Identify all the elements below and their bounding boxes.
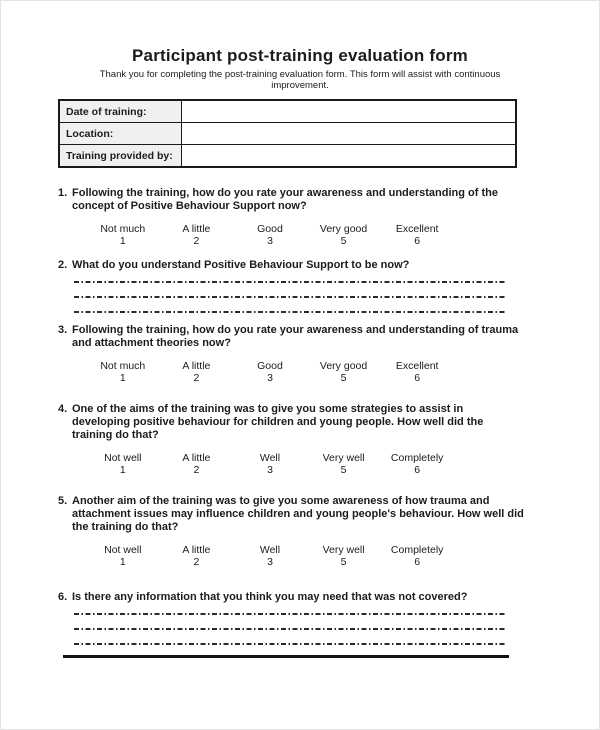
rating-value: 5 (340, 464, 347, 476)
question-2-answer-area[interactable] (74, 281, 506, 313)
rating-option-good[interactable] (233, 360, 307, 384)
training-provided-by-field[interactable] (182, 145, 517, 168)
question-4-rating-scale (86, 452, 454, 476)
rating-value: 6 (414, 235, 421, 247)
rating-label: Not much (100, 360, 146, 372)
rating-value: 2 (193, 372, 200, 384)
rating-option-a-little[interactable] (160, 223, 234, 247)
date-of-training-label: Date of training: (59, 100, 182, 123)
rating-value: 5 (340, 556, 347, 568)
rating-option-very-good[interactable] (307, 360, 381, 384)
question-3-number: 3. (58, 324, 68, 336)
question-3-rating-scale (86, 360, 454, 384)
rating-value: 6 (414, 464, 421, 476)
question-1-rating-scale (86, 223, 454, 247)
question-2 (58, 259, 599, 313)
question-5 (58, 495, 599, 568)
rating-option-a-little[interactable] (160, 544, 234, 568)
question-6 (58, 591, 599, 645)
question-1-text: Following the training, how do you rate your awareness and understanding of the concept of Positive Behaviour Support now? (72, 187, 498, 212)
rating-option-completely[interactable] (380, 544, 454, 568)
rating-label: A little (182, 223, 211, 235)
date-of-training-field[interactable] (182, 100, 517, 123)
answer-line[interactable] (74, 643, 506, 645)
training-info-table (58, 99, 517, 168)
question-5-number: 5. (58, 495, 68, 507)
info-row-provider (59, 145, 516, 168)
rating-option-completely[interactable] (380, 452, 454, 476)
rating-value: 5 (340, 235, 347, 247)
rating-value: 3 (267, 464, 273, 476)
rating-label: A little (182, 452, 211, 464)
rating-option-not-well[interactable] (86, 544, 160, 568)
rating-label: Good (257, 360, 283, 372)
rating-label: Not well (104, 544, 142, 556)
rating-option-a-little[interactable] (160, 360, 234, 384)
training-provided-by-label: Training provided by: (59, 145, 182, 168)
question-5-rating-scale (86, 544, 454, 568)
rating-option-excellent[interactable] (380, 223, 454, 247)
rating-label: Very good (319, 360, 368, 372)
question-2-number: 2. (58, 259, 68, 271)
rating-label: Excellent (395, 223, 439, 235)
question-3 (58, 324, 599, 384)
rating-option-not-much[interactable] (86, 223, 160, 247)
rating-label: Very good (319, 223, 368, 235)
rating-label: Very well (322, 452, 365, 464)
question-4-text: One of the aims of the training was to give you some strategies to assist in developing positive behaviour for children and young people. How well did the training do that? (72, 403, 484, 441)
rating-label: A little (182, 360, 211, 372)
question-3-text: Following the training, how do you rate your awareness and understanding of trauma and attachment theories now? (72, 324, 519, 349)
question-6-text: Is there any information that you think you may need that was not covered? (72, 591, 468, 603)
location-label: Location: (59, 123, 182, 145)
rating-option-well[interactable] (233, 544, 307, 568)
info-row-location (59, 123, 516, 145)
rating-value: 2 (193, 235, 200, 247)
question-4-number: 4. (58, 403, 68, 415)
info-row-date (59, 100, 516, 123)
rating-option-not-well[interactable] (86, 452, 160, 476)
question-5-text: Another aim of the training was to give you some awareness of how trauma and attachment issues may influence children and young people's behaviour. How well did the training do that? (72, 495, 524, 533)
rating-label: Completely (390, 544, 444, 556)
rating-value: 2 (193, 556, 200, 568)
rating-value: 3 (267, 556, 273, 568)
rating-label: Well (259, 452, 281, 464)
rating-value: 6 (414, 556, 421, 568)
rating-value: 3 (267, 235, 273, 247)
footer-divider (63, 655, 509, 658)
rating-option-very-good[interactable] (307, 223, 381, 247)
page-subtitle: Thank you for completing the post-training evaluation form. This form will assist with continuous improvement. (99, 69, 501, 91)
question-6-number: 6. (58, 591, 68, 603)
question-1-number: 1. (58, 187, 68, 199)
rating-label: Not well (104, 452, 142, 464)
answer-line[interactable] (74, 613, 506, 615)
answer-line[interactable] (74, 628, 506, 630)
rating-value: 1 (119, 556, 126, 568)
rating-option-not-much[interactable] (86, 360, 160, 384)
answer-line[interactable] (74, 311, 506, 313)
rating-label: Very well (322, 544, 365, 556)
rating-option-very-well[interactable] (307, 452, 381, 476)
rating-option-well[interactable] (233, 452, 307, 476)
question-6-answer-area[interactable] (74, 613, 506, 645)
rating-value: 3 (267, 372, 273, 384)
question-2-text: What do you understand Positive Behaviour Support to be now? (72, 259, 410, 271)
page-title: Participant post-training evaluation form (132, 46, 468, 65)
rating-option-good[interactable] (233, 223, 307, 247)
rating-value: 6 (414, 372, 421, 384)
rating-label: Not much (100, 223, 146, 235)
answer-line[interactable] (74, 296, 506, 298)
question-4 (58, 403, 599, 476)
rating-option-very-well[interactable] (307, 544, 381, 568)
rating-option-a-little[interactable] (160, 452, 234, 476)
rating-label: Completely (390, 452, 444, 464)
rating-label: Good (257, 223, 283, 235)
rating-label: A little (182, 544, 211, 556)
location-field[interactable] (182, 123, 517, 145)
rating-value: 2 (193, 464, 200, 476)
answer-line[interactable] (74, 281, 506, 283)
rating-value: 1 (119, 372, 126, 384)
rating-value: 1 (119, 235, 126, 247)
rating-option-excellent[interactable] (380, 360, 454, 384)
rating-label: Well (259, 544, 281, 556)
rating-value: 5 (340, 372, 347, 384)
rating-value: 1 (119, 464, 126, 476)
rating-label: Excellent (395, 360, 439, 372)
question-1 (58, 187, 599, 247)
